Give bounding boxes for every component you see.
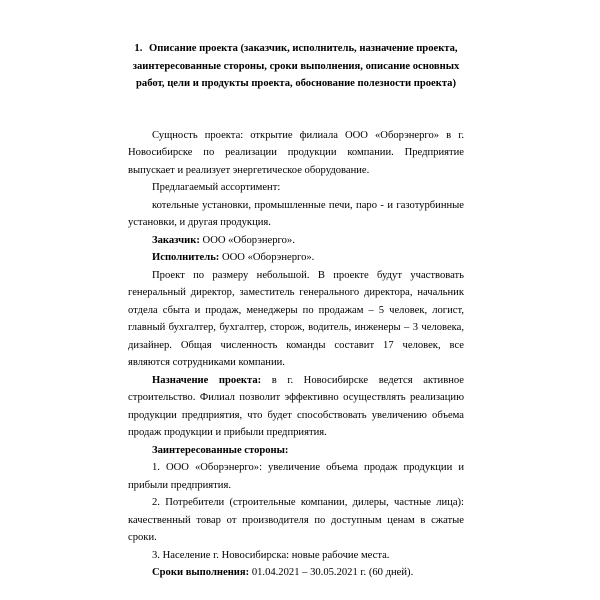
customer-value: ООО «Оборэнерго».	[199, 234, 295, 246]
customer-line	[128, 232, 464, 250]
stakeholders-title-text: Заинтересованные стороны:	[152, 444, 289, 456]
purpose-value: в г. Новосибирске ведется активное строительство. Филиал позволит эффективно осуществлять реализацию продукции предприятия, что будет способствовать увеличению объема продаж продукции и прибыли предприятия.	[128, 374, 465, 438]
deadline-line	[128, 564, 464, 582]
project-essence-paragraph: Сущность проекта: открытие филиала ООО «Оборэнерго» в г. Новосибирске по реализации продукции компании. Предприятие выпускает и реализует энергетическое оборудование.	[128, 129, 464, 176]
section-heading-text: Описание проекта (заказчик, исполнитель, назначение проекта, заинтересованные стороны, сроки выполнения, описание основных работ, цели и продукты проекта, обоснование полезности проекта)	[132, 43, 460, 89]
deadline-value: 01.04.2021 – 30.05.2021 г. (60 дней).	[249, 567, 414, 578]
team-paragraph: Проект по размеру небольшой. В проекте будут участвовать генеральный директор, заместитель генерального директора, начальник отдела сбыта и продаж, менеджеры по продажам – 5 человек, логист, главный бухгалтер, бухгалтер, сторож, водитель, инженеры – 3 человека, дизайнер. Общая численность команды составит 17 человек, все являются сотрудниками компании.	[128, 269, 464, 368]
section-heading	[128, 40, 464, 93]
executor-value: ООО «Оборэнерго».	[219, 252, 315, 263]
stakeholder-item: 3. Население г. Новосибирска: новые рабочие места.	[152, 549, 390, 561]
stakeholders-title	[128, 442, 464, 460]
assortment-paragraph: котельные установки, промышленные печи, паро - и газотурбинные установки, и другая продукция.	[128, 199, 464, 228]
deadline-label: Сроки выполнения:	[152, 567, 250, 578]
stakeholder-item: 1. ООО «Оборэнерго»: увеличение объема продаж продукции и прибыли предприятия.	[128, 462, 464, 491]
customer-label: Заказчик:	[152, 234, 200, 246]
executor-line	[128, 249, 464, 267]
document-page	[128, 40, 464, 582]
stakeholder-item: 2. Потребители (строительные компании, дилеры, частные лица): качественный товар от производителя по доступным ценам в сжатые сроки.	[128, 497, 464, 543]
assortment-label: Предлагаемый ассортимент:	[152, 182, 281, 193]
executor-label: Исполнитель:	[152, 252, 220, 263]
section-number: 1.	[134, 43, 143, 54]
purpose-paragraph	[128, 372, 464, 442]
purpose-label: Назначение проекта:	[152, 374, 262, 386]
